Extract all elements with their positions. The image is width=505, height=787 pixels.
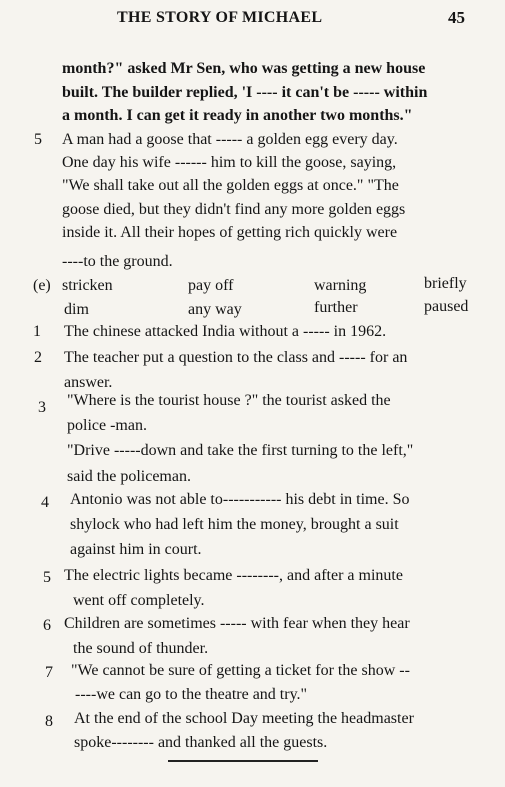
exercise-7-line-2: ----we can go to the theatre and try." bbox=[75, 686, 308, 703]
word-further: further bbox=[314, 299, 358, 316]
exercise-6-number: 6 bbox=[43, 617, 51, 634]
exercise-6-line-1: Children are sometimes ----- with fear when they hear bbox=[64, 615, 410, 632]
continuation-line-1: month?" asked Mr Sen, who was getting a new house bbox=[62, 60, 426, 77]
exercise-5-line-2: went off completely. bbox=[73, 592, 205, 609]
item-5-line-5: inside it. All their hopes of getting rich quickly were bbox=[62, 224, 398, 241]
item-5-line-4: goose died, but they didn't find any more golden eggs bbox=[62, 201, 406, 218]
exercise-1-number: 1 bbox=[33, 323, 41, 340]
exercise-3-line-4: said the policeman. bbox=[67, 468, 191, 485]
exercise-2-line-2: answer. bbox=[64, 374, 113, 391]
exercise-5-number: 5 bbox=[43, 569, 51, 586]
continuation-line-3: a month. I can get it ready in another two months." bbox=[62, 107, 413, 124]
exercise-3-line-1: "Where is the tourist house ?" the tourist asked the bbox=[67, 392, 391, 409]
word-warning: warning bbox=[314, 277, 367, 294]
word-any-way: any way bbox=[188, 301, 242, 318]
exercise-8-line-1: At the end of the school Day meeting the headmaster bbox=[74, 710, 414, 727]
word-briefly: briefly bbox=[424, 275, 467, 292]
exercise-2-line-1: The teacher put a question to the class and ----- for an bbox=[64, 349, 408, 366]
item-5-number: 5 bbox=[34, 131, 42, 148]
exercise-4-line-3: against him in court. bbox=[70, 541, 202, 558]
exercise-5-line-1: The electric lights became --------, and after a minute bbox=[64, 567, 403, 584]
exercise-4-line-2: shylock who had left him the money, brought a suit bbox=[70, 516, 399, 533]
exercise-3-line-3: "Drive -----down and take the first turning to the left," bbox=[67, 442, 414, 459]
word-paused: paused bbox=[424, 298, 469, 315]
word-pay-off: pay off bbox=[188, 277, 234, 294]
item-5-line-1: A man had a goose that ----- a golden egg every day. bbox=[62, 131, 398, 148]
exercise-8-number: 8 bbox=[45, 713, 53, 730]
exercise-6-line-2: the sound of thunder. bbox=[73, 640, 209, 657]
exercise-3-number: 3 bbox=[38, 399, 46, 416]
exercise-3-line-2: police -man. bbox=[67, 417, 147, 434]
running-header-title: THE STORY OF MICHAEL bbox=[117, 9, 323, 26]
exercise-4-line-1: Antonio was not able to----------- his debt in time. So bbox=[70, 491, 410, 508]
exercise-7-line-1: "We cannot be sure of getting a ticket for the show -- bbox=[71, 662, 410, 679]
section-e-label: (e) bbox=[33, 277, 51, 294]
word-dim: dim bbox=[64, 301, 89, 318]
page-number: 45 bbox=[448, 8, 465, 27]
continuation-line-2: built. The builder replied, 'I ---- it can't be ----- within bbox=[62, 84, 428, 101]
exercise-8-line-2: spoke-------- and thanked all the guests. bbox=[74, 734, 328, 751]
item-5-line-2: One day his wife ------ him to kill the goose, saying, bbox=[62, 154, 397, 171]
item-5-line-6: ----to the ground. bbox=[62, 253, 173, 270]
word-stricken: stricken bbox=[62, 277, 113, 294]
exercise-2-number: 2 bbox=[34, 349, 42, 366]
exercise-4-number: 4 bbox=[41, 494, 49, 511]
exercise-1-line-1: The chinese attacked India without a ----- in 1962. bbox=[64, 323, 387, 340]
exercise-7-number: 7 bbox=[45, 664, 53, 681]
item-5-line-3: "We shall take out all the golden eggs at once." "The bbox=[62, 177, 399, 194]
section-end-rule bbox=[168, 760, 318, 762]
